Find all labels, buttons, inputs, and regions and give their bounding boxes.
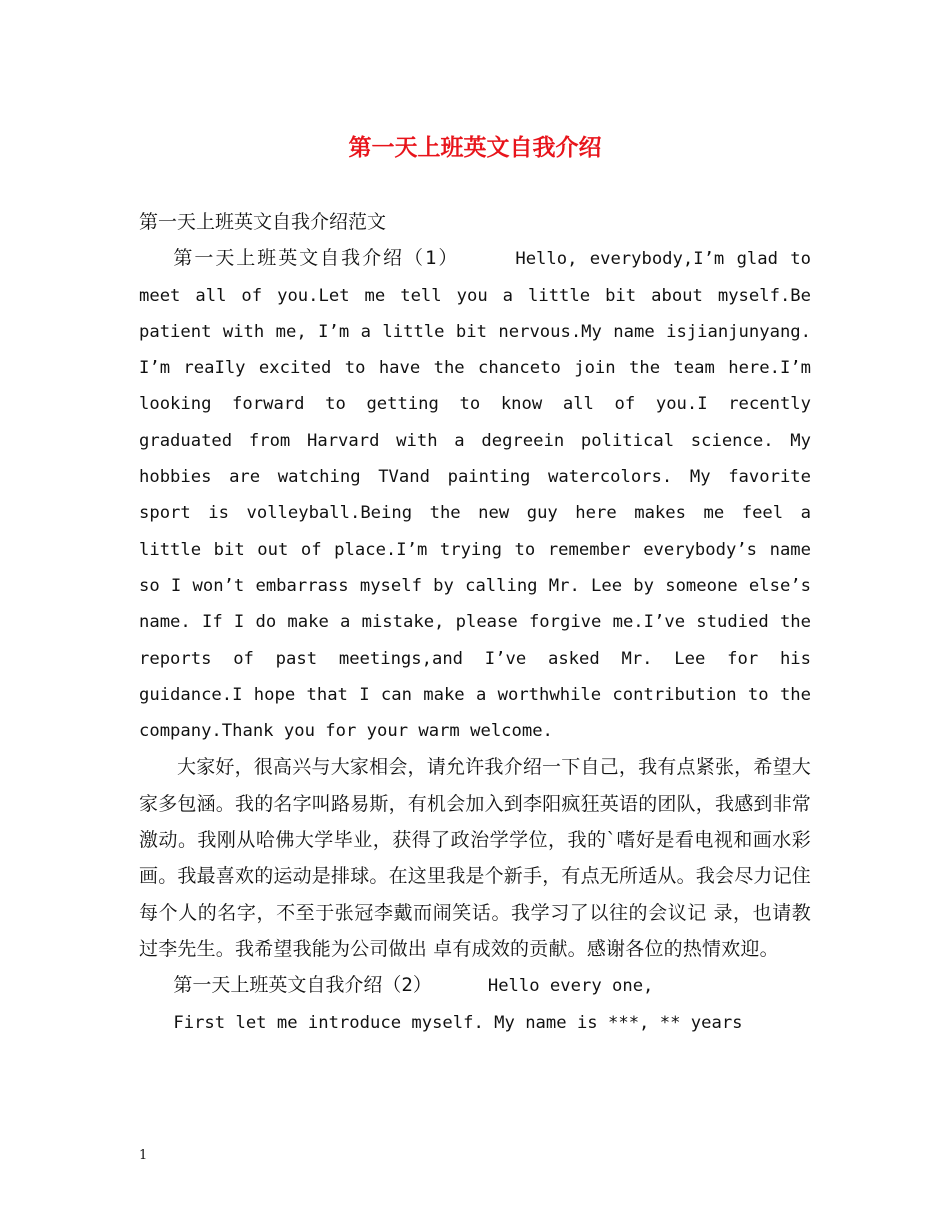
document-title: 第一天上班英文自我介绍 — [348, 134, 602, 161]
section1-chinese-text: 大家好，很高兴与大家相会，请允许我介绍一下自己，我有点紧张，希望大家多包涵。我的名字叫路易斯，有机会加入到李阳疯狂英语的团队，我感到非常激动。我刚从哈佛大学毕业，获得了政治学学位，我的`嗜好是看电视和画水彩画。我最喜欢的运动是排球。在这里我是个新手，有点无所适从。我会尽力记住每个人的名字，不至于张冠李戴而闹笑话。我学习了以往的会议记 录，也请教过李先生。我希望我能为公司做出 卓有成效的贡献。感谢各位的热情欢迎。 — [139, 756, 812, 960]
section2-english-text: First let me introduce myself. My name is ***, ** years — [173, 1012, 743, 1033]
document-subtitle: 第一天上班英文自我介绍范文 — [139, 211, 387, 233]
section2-paragraph — [139, 967, 811, 1004]
section2-greeting: Hello every one, — [487, 976, 654, 997]
page-number: 1 — [139, 1148, 148, 1163]
document-body — [139, 204, 811, 1041]
section2-heading: 第一天上班英文自我介绍（2） — [173, 974, 432, 997]
section1-paragraph — [139, 240, 811, 749]
section1-english-text: Hello, everybody,I’m glad to meet all of you.Let me tell you a little bit about myself.Be patient with me, I’m a little bit nervous.My name isjianjunyang. I’m reaIly excited to have the chanceto join the team here.I’m looking forward to getting to know all of you.I recently graduated from Harvard with a degreein political science. My hobbies are watching TVand painting watercolors. My favorite sport is volleyball.Being the new guy here makes me feel a little bit out of place.I’m trying to remember everybody’s name so I won’t embarrass myself by calling Mr. Lee by someone else’s name. If I do make a mistake, please forgive me.I’ve studied the reports of past meetings,and I’ve asked Mr. Lee for his guidance.I hope that I can make a worthwhile contribution to the company.Thank you for your warm welcome. — [139, 249, 811, 742]
section1-heading: 第一天上班英文自我介绍（1） — [173, 247, 460, 270]
